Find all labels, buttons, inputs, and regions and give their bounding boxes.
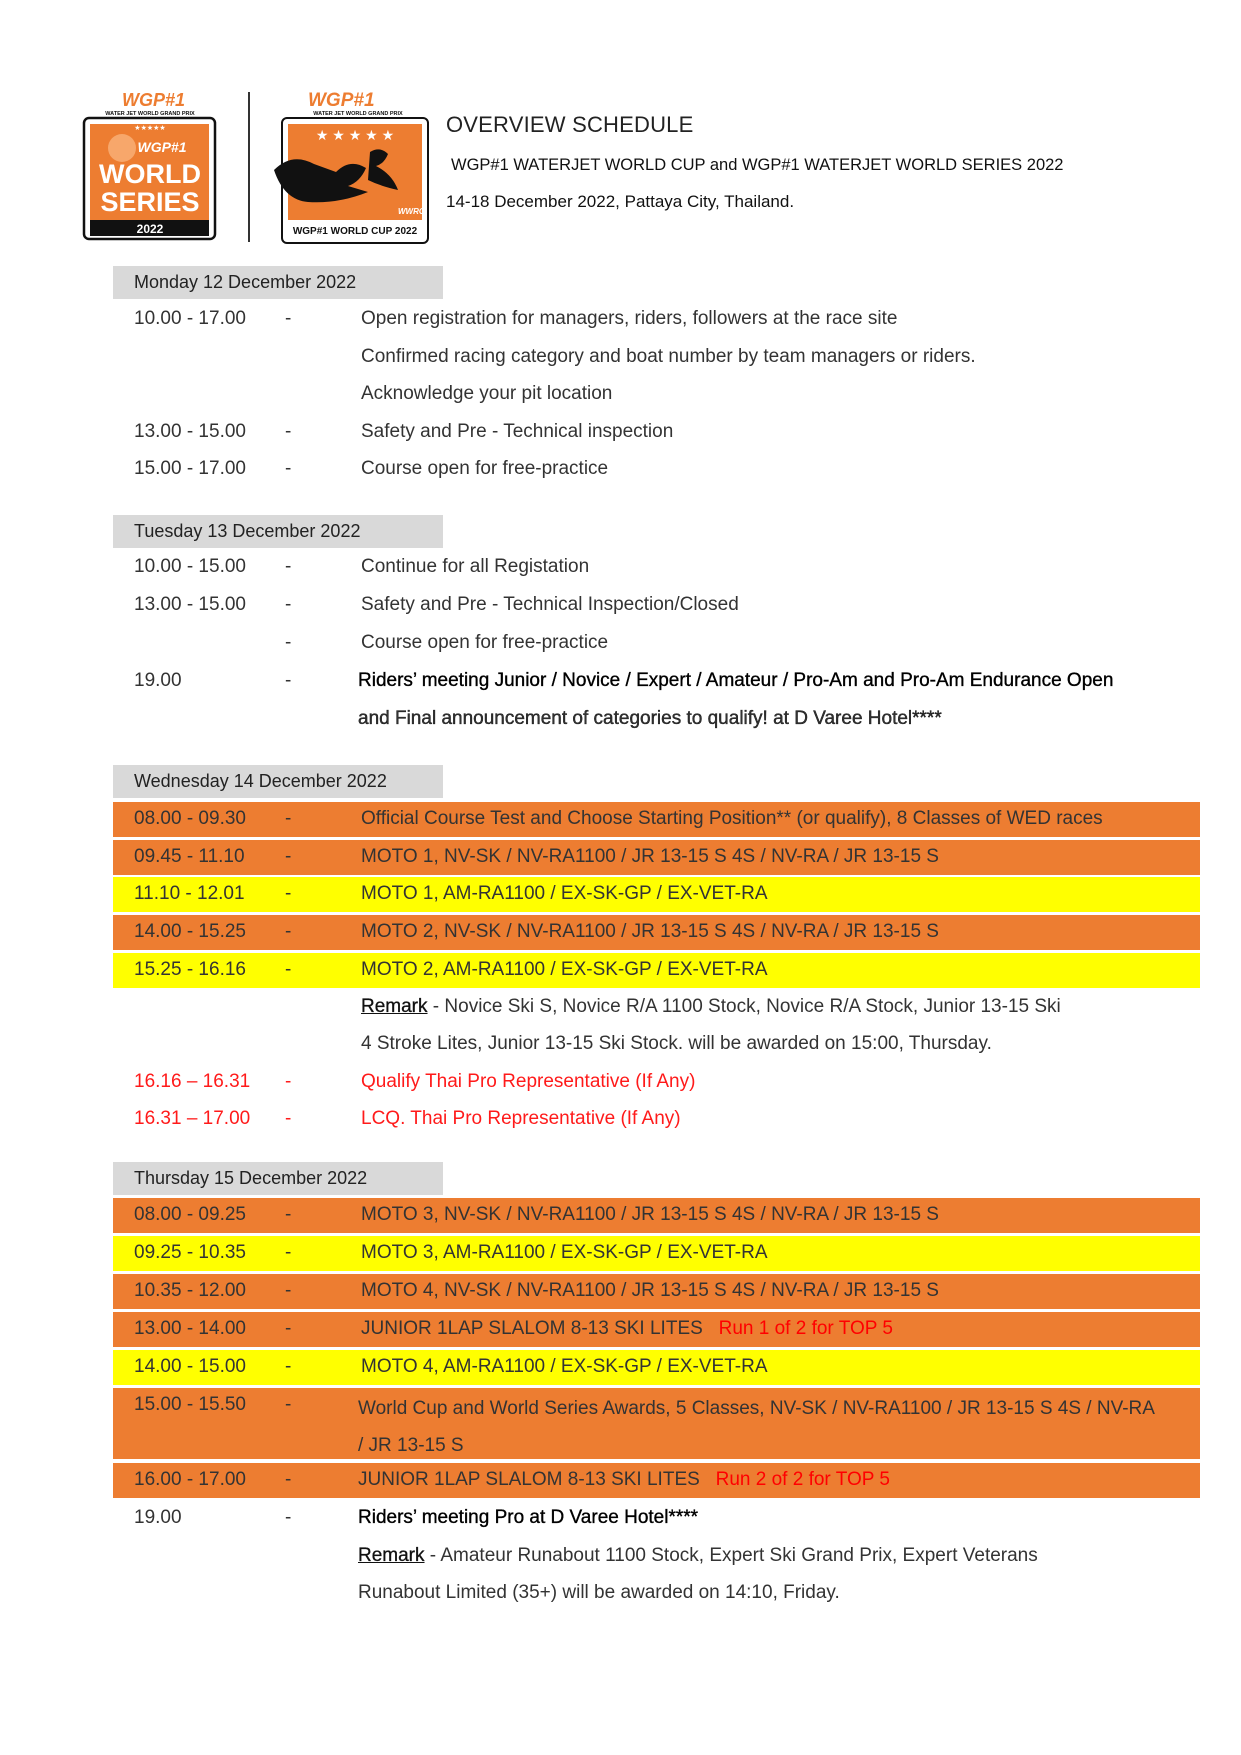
row-dash: -	[285, 846, 292, 867]
row-time: 16.16 – 16.31	[134, 1071, 251, 1092]
row-dash: -	[285, 594, 292, 615]
row-time: 14.00 - 15.25	[134, 921, 246, 942]
row-text: Riders’ meeting Junior / Novice / Expert / Amateur / Pro-Am and Pro-Am Endurance Open	[358, 670, 1114, 691]
row-dash: -	[285, 632, 292, 653]
row-dash: -	[285, 808, 292, 829]
logo-right-mark: WWRO	[398, 207, 426, 216]
slalom-title: JUNIOR 1LAP SLALOM 8-13 SKI LITES	[358, 1469, 700, 1490]
row-time: 11.10 - 12.01	[134, 883, 245, 904]
row-text: Open registration for managers, riders, followers at the race site	[361, 308, 898, 329]
row-text: MOTO 2, NV-SK / NV-RA1100 / JR 13-15 S 4S / NV-RA / JR 13-15 S	[361, 921, 939, 942]
row-time: 14.00 - 15.00	[134, 1356, 246, 1377]
schedule-row	[113, 550, 1200, 585]
remark-label: Remark	[358, 1545, 425, 1566]
row-time: 15.00 - 15.50	[134, 1394, 246, 1415]
remark	[358, 1545, 1038, 1567]
row-time: 10.35 - 12.00	[134, 1280, 246, 1301]
schedule-row	[113, 626, 1200, 661]
row-text: MOTO 1, AM-RA1100 / EX-SK-GP / EX-VET-RA	[361, 883, 768, 904]
row-continuation: Confirmed racing category and boat number by team managers or riders.	[361, 346, 976, 367]
row-time: 10.00 - 17.00	[134, 308, 246, 329]
row-time: 16.00 - 17.00	[134, 1469, 246, 1490]
row-dash: -	[285, 670, 292, 691]
row-dash: -	[285, 959, 292, 980]
slalom-title: JUNIOR 1LAP SLALOM 8-13 SKI LITES	[361, 1318, 703, 1339]
row-dash: -	[285, 421, 292, 442]
row-dash: -	[285, 883, 292, 904]
row-dash: -	[285, 1204, 292, 1225]
slalom-run-note: Run 1 of 2 for TOP 5	[718, 1318, 893, 1339]
row-time: 10.00 - 15.00	[134, 556, 246, 577]
row-text: MOTO 3, NV-SK / NV-RA1100 / JR 13-15 S 4S / NV-RA / JR 13-15 S	[361, 1204, 939, 1225]
schedule-row	[113, 664, 1200, 699]
row-dash: -	[285, 308, 292, 329]
row-time: 16.31 – 17.00	[134, 1108, 251, 1129]
row-text: MOTO 4, AM-RA1100 / EX-SK-GP / EX-VET-RA	[361, 1356, 768, 1377]
schedule-row	[113, 1198, 1200, 1233]
row-text: MOTO 3, AM-RA1100 / EX-SK-GP / EX-VET-RA	[361, 1242, 768, 1263]
schedule-row	[113, 1501, 1200, 1536]
logo-left-tagline: WATER JET WORLD GRAND PRIX	[105, 111, 195, 117]
logo-left-year: 2022	[136, 222, 164, 236]
day-header-thursday: Thursday 15 December 2022	[113, 1162, 443, 1195]
row-time: 09.45 - 11.10	[134, 846, 245, 867]
remark-text: - Novice Ski S, Novice R/A 1100 Stock, Novice R/A Stock, Junior 13-15 Ski	[427, 996, 1061, 1017]
row-text: MOTO 4, NV-SK / NV-RA1100 / JR 13-15 S 4S / NV-RA / JR 13-15 S	[361, 1280, 939, 1301]
row-text: Qualify Thai Pro Representative (If Any)	[361, 1071, 696, 1092]
row-time: 19.00	[134, 670, 182, 691]
schedule-row	[113, 1463, 1200, 1498]
schedule-row	[113, 802, 1200, 837]
logo-left-line2: SERIES	[100, 187, 200, 217]
schedule-row	[113, 953, 1200, 988]
page-subtitle: WGP#1 WATERJET WORLD CUP and WGP#1 WATERJET WORLD SERIES 2022	[451, 156, 1064, 174]
remark-label: Remark	[361, 996, 428, 1017]
row-text: Safety and Pre - Technical inspection	[361, 421, 674, 442]
row-time: 13.00 - 15.00	[134, 594, 246, 615]
svg-text:★★★★★: ★★★★★	[134, 125, 166, 132]
row-text: Riders’ meeting Pro at D Varee Hotel****	[358, 1507, 699, 1528]
schedule-row	[113, 1388, 1200, 1459]
row-text: Official Course Test and Choose Starting Position** (or qualify), 8 Classes of WED races	[361, 808, 1103, 829]
schedule-row	[113, 302, 1200, 337]
schedule-row	[113, 840, 1200, 875]
row-text: Continue for all Registation	[361, 556, 590, 577]
row-dash: -	[285, 921, 292, 942]
row-text: Safety and Pre - Technical Inspection/Closed	[361, 594, 739, 615]
day-header-monday: Monday 12 December 2022	[113, 266, 443, 299]
row-time: 15.00 - 17.00	[134, 458, 246, 479]
row-continuation: 4 Stroke Lites, Junior 13-15 Ski Stock. will be awarded on 15:00, Thursday.	[361, 1033, 992, 1054]
row-dash: -	[285, 1280, 292, 1301]
row-dash: -	[285, 556, 292, 577]
logo-left-line1: WORLD	[99, 159, 201, 189]
day-header-wednesday: Wednesday 14 December 2022	[113, 765, 443, 798]
row-time: 15.25 - 16.16	[134, 959, 246, 980]
row-text: MOTO 2, AM-RA1100 / EX-SK-GP / EX-VET-RA	[361, 959, 768, 980]
row-dash: -	[285, 458, 292, 479]
row-dash: -	[285, 1108, 292, 1129]
schedule-row	[113, 1236, 1200, 1271]
event-dates: 14-18 December 2022, Pattaya City, Thailand.	[446, 192, 795, 211]
schedule-row	[113, 877, 1200, 912]
page-title: OVERVIEW SCHEDULE	[446, 112, 694, 137]
row-text	[361, 1318, 893, 1340]
schedule-row	[113, 415, 1200, 450]
slalom-run-note: Run 2 of 2 for TOP 5	[715, 1469, 890, 1490]
remark	[361, 996, 1061, 1018]
row-text: World Cup and World Series Awards, 5 Classes, NV-SK / NV-RA1100 / JR 13-15 S 4S / NV-RA / JR 13-15 S	[358, 1398, 1154, 1456]
row-text: LCQ. Thai Pro Representative (If Any)	[361, 1108, 681, 1129]
row-dash: -	[285, 1507, 292, 1528]
row-text: Course open for free-practice	[361, 632, 609, 653]
row-time: 19.00	[134, 1507, 182, 1528]
row-dash: -	[285, 1356, 292, 1377]
logo-left-brand: WGP#1	[122, 90, 186, 110]
row-dash: -	[285, 1318, 292, 1339]
schedule-row	[113, 452, 1200, 487]
svg-text:★ ★ ★ ★ ★: ★ ★ ★ ★ ★	[315, 127, 395, 143]
row-time: 13.00 - 14.00	[134, 1318, 246, 1339]
row-dash: -	[285, 1242, 292, 1263]
logo-right-tagline: WATER JET WORLD GRAND PRIX	[313, 111, 403, 117]
row-text: Course open for free-practice	[361, 458, 609, 479]
row-time: 09.25 - 10.35	[134, 1242, 246, 1263]
row-time: 13.00 - 15.00	[134, 421, 246, 442]
row-continuation: Runabout Limited (35+) will be awarded on 14:10, Friday.	[358, 1582, 840, 1603]
logo-right-caption: WGP#1 WORLD CUP 2022	[292, 226, 418, 237]
row-time: 08.00 - 09.30	[134, 808, 246, 829]
row-dash: -	[285, 1071, 292, 1092]
schedule-row	[113, 915, 1200, 950]
logo-divider	[248, 92, 250, 242]
world-series-logo	[82, 90, 218, 242]
row-continuation: and Final announcement of categories to qualify! at D Varee Hotel****	[358, 708, 942, 729]
schedule-row	[113, 1065, 1200, 1100]
schedule-row	[113, 1312, 1200, 1347]
row-continuation: Acknowledge your pit location	[361, 383, 613, 404]
row-text: MOTO 1, NV-SK / NV-RA1100 / JR 13-15 S 4S / NV-RA / JR 13-15 S	[361, 846, 939, 867]
row-dash: -	[285, 1469, 292, 1490]
schedule-row	[113, 1350, 1200, 1385]
remark-text: - Amateur Runabout 1100 Stock, Expert Ski Grand Prix, Expert Veterans	[424, 1545, 1038, 1566]
world-cup-logo	[270, 90, 432, 246]
row-dash: -	[285, 1394, 292, 1415]
svg-text:WGP#1: WGP#1	[137, 139, 187, 155]
schedule-row	[113, 1102, 1200, 1137]
row-time: 08.00 - 09.25	[134, 1204, 246, 1225]
day-header-tuesday: Tuesday 13 December 2022	[113, 515, 443, 548]
schedule-row	[113, 588, 1200, 623]
logo-right-brand: WGP#1	[308, 90, 375, 111]
schedule-row	[113, 1274, 1200, 1309]
row-text	[358, 1469, 890, 1491]
